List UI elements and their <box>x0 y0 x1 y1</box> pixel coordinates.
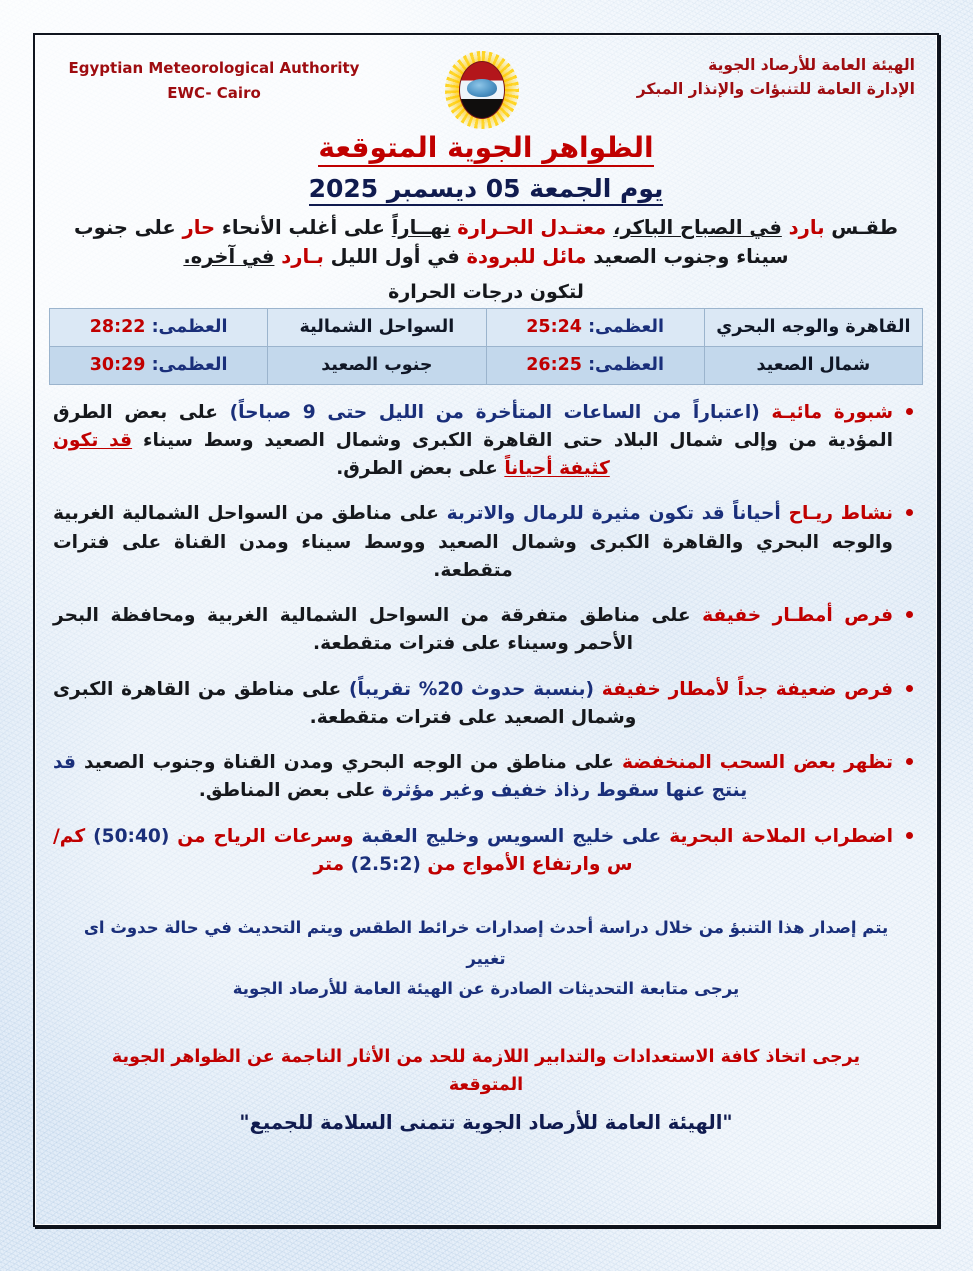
max-label: العظمى: <box>151 355 228 375</box>
text-run: أحياناً قد تكون مثيرة للرمال والاتربة <box>438 503 781 525</box>
max-label: العظمى: <box>151 317 228 337</box>
text-run: طقـس <box>824 216 898 239</box>
text-run: (50:40) <box>85 825 170 847</box>
table-row <box>50 346 923 384</box>
text-run: على مناطق من الوجه البحري ومدن القناة وجنوب الصعيد <box>75 752 614 773</box>
max-label: العظمى: <box>588 355 664 375</box>
text-run: وسرعات الرياح من <box>169 825 354 847</box>
header-arabic-line1: الهيئة العامة للأرصاد الجوية <box>708 56 915 74</box>
text-run: بارد <box>781 216 825 239</box>
list-item <box>53 602 915 659</box>
ema-logo-icon <box>451 55 513 125</box>
footer-note-line1: يتم إصدار هذا التنبؤ من خلال دراسة أحدث إصدارات خرائط الطقس ويتم التحديث في حالة حدوث اى تغيير <box>83 918 889 968</box>
max-value: 25:24 <box>526 317 582 337</box>
document-border-frame <box>33 33 939 1227</box>
list-item-text <box>53 826 893 875</box>
temperature-table <box>49 308 923 385</box>
list-item <box>53 749 915 806</box>
footer-warning: يرجى اتخاذ كافة الاستعدادات والتدابير اللازمة للحد من الأثار الناجمة عن الظواهر الجوية المتوقعة <box>111 1046 861 1095</box>
list-item <box>53 676 915 733</box>
table-cell-temperature <box>486 346 704 384</box>
list-item-text <box>53 605 893 654</box>
list-item <box>53 399 915 484</box>
forecast-phenomena-list <box>49 399 923 880</box>
list-item-text <box>53 402 893 480</box>
text-run: حار <box>175 216 216 239</box>
bullet-dot-icon <box>906 611 913 618</box>
document-header <box>49 45 923 127</box>
temperature-subtitle: لتكون درجات الحرارة <box>388 280 584 303</box>
table-cell-region: القاهرة والوجه البحري <box>704 308 922 346</box>
text-run: نشاط ريـاح <box>780 503 893 525</box>
forecast-date-text: يوم الجمعة 05 ديسمبر 2025 <box>309 174 664 206</box>
list-item-text <box>53 752 893 801</box>
text-run: فرص أمطـار خفيفة <box>690 605 893 626</box>
weather-summary-paragraph <box>49 213 923 272</box>
list-item <box>53 500 915 585</box>
text-run: شبورة مائيـة <box>759 401 893 423</box>
table-row <box>50 308 923 346</box>
text-run: نهــاراً <box>391 216 451 239</box>
text-run: في أول الليل <box>323 245 460 269</box>
table-cell-region: السواحل الشمالية <box>268 308 486 346</box>
text-run: على مناطق من القاهرة الكبرى وشمال الصعيد على فترات متقطعة. <box>53 678 637 728</box>
text-run: قد تكون كثيفة أحياناً <box>53 429 610 479</box>
list-item <box>53 823 915 880</box>
header-arabic-line2: الإدارة العامة للتنبؤات والإنذار المبكر <box>636 80 915 99</box>
bullet-dot-icon <box>906 832 913 839</box>
table-cell-temperature <box>50 346 268 384</box>
max-label: العظمى: <box>588 317 664 337</box>
max-value: 30:29 <box>89 355 146 375</box>
text-run: قد ينتج عنها سقوط رذاذ خفيف وغير مؤثرة <box>53 752 748 802</box>
max-value: 26:25 <box>526 355 582 375</box>
header-english-line2: EWC- Cairo <box>167 83 261 102</box>
bullet-dot-icon <box>906 509 913 516</box>
text-run: مائل للبرودة <box>459 245 587 269</box>
max-value: 28:22 <box>89 317 146 337</box>
footer-signature: "الهيئة العامة للأرصاد الجوية تتمنى السلامة للجميع" <box>239 1110 733 1134</box>
bullet-dot-icon <box>906 685 913 692</box>
text-run: (بنسبة حدوث 20% تقريباً) <box>349 678 595 700</box>
text-run: تظهر بعض السحب المنخفضة <box>613 752 894 773</box>
text-run: في آخره. <box>183 245 275 269</box>
header-english-line1: Egyptian Meteorological Authority <box>68 59 360 77</box>
header-arabic-authority <box>585 53 923 101</box>
text-run: على خليج السويس وخليج العقبة <box>353 825 662 847</box>
header-english-authority <box>49 53 379 106</box>
text-run: (2.5:2) <box>344 853 421 875</box>
text-run: على أغلب الأنحاء <box>215 216 392 239</box>
text-run: على مناطق من السواحل الشمالية الغربية والوجه البحري والقاهرة الكبرى وشمال الصعيد ووسط سيناء ومدن القناة على فترات متقطعة. <box>53 503 893 581</box>
text-run: (اعتباراً من الساعات المتأخرة من الليل حتى 9 صباحاً) <box>229 401 760 423</box>
table-cell-region: شمال الصعيد <box>704 346 922 384</box>
egypt-flag-oval-icon <box>459 61 505 119</box>
page-title <box>49 131 923 164</box>
bullet-dot-icon <box>906 758 913 765</box>
document-footer <box>49 913 923 1134</box>
text-run: متر <box>313 853 345 875</box>
table-cell-temperature <box>50 308 268 346</box>
text-run: على بعض الطرق المؤدية من وإلى شمال البلاد حتى القاهرة الكبرى وشمال الصعيد وسط سيناء <box>53 401 893 451</box>
bullet-dot-icon <box>906 408 913 415</box>
page-title-text: الظواهر الجوية المتوقعة <box>318 131 653 167</box>
text-run: على مناطق متفرقة من السواحل الشمالية الغربية ومحافظة البحر الأحمر وسيناء على فترات متقطعة. <box>53 605 691 655</box>
text-run: اضطراب الملاحة البحرية <box>661 825 893 847</box>
text-run: في الصباح الباكر، <box>613 216 782 239</box>
table-cell-region: جنوب الصعيد <box>268 346 486 384</box>
footer-note <box>75 913 897 1005</box>
text-run: على جنوب سيناء وجنوب الصعيد <box>74 216 789 269</box>
text-run: معتـدل الحـرارة <box>450 216 607 239</box>
text-run: كم/ س وارتفاع الأمواج من <box>53 825 633 875</box>
text-run: بـارد <box>274 245 324 269</box>
list-item-text <box>53 679 893 728</box>
temperature-table-body <box>50 308 923 384</box>
footer-note-line2: يرجى متابعة التحديثات الصادرة عن الهيئة العامة للأرصاد الجوية <box>232 979 740 999</box>
logo-container <box>434 53 530 125</box>
forecast-date <box>49 174 923 203</box>
table-cell-temperature <box>486 308 704 346</box>
list-item-text <box>53 503 893 581</box>
text-run: فرص ضعيفة جداً لأمطار خفيفة <box>594 678 893 700</box>
text-run: على بعض المناطق. <box>198 780 376 802</box>
text-run: على بعض الطرق. <box>336 458 505 479</box>
